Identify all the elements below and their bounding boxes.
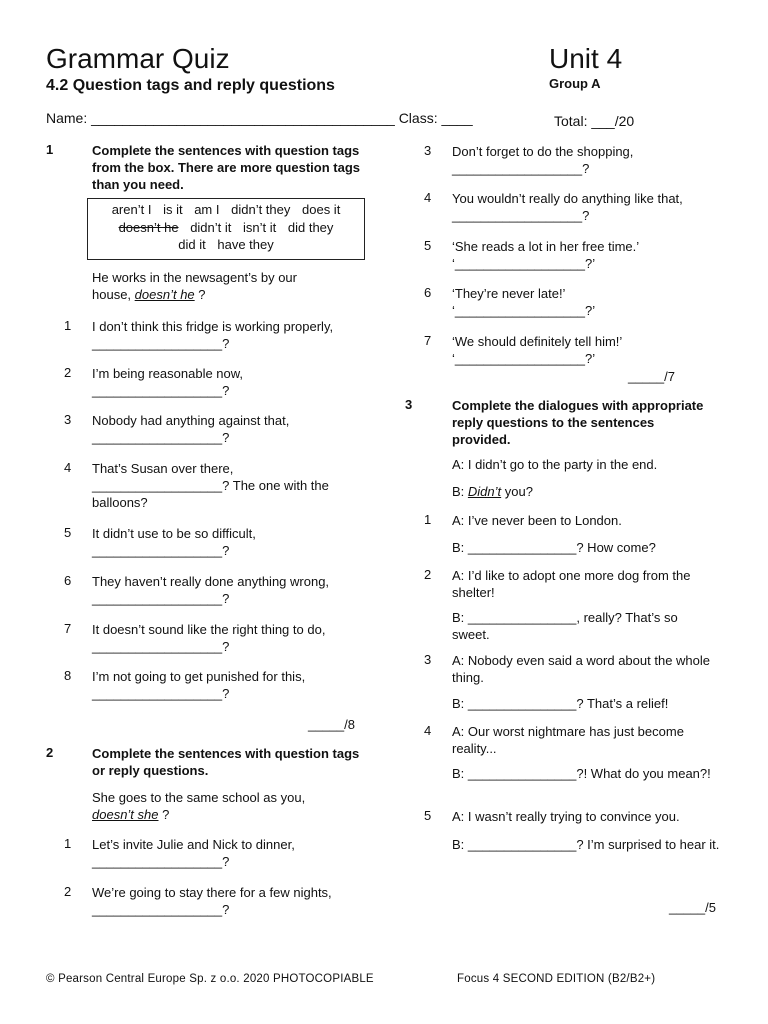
box-tag-struck: doesn’t he bbox=[118, 220, 179, 235]
example-text: She goes to the same school as you, bbox=[92, 790, 306, 805]
ex2-item-number: 5 bbox=[424, 238, 432, 253]
answer-blank[interactable]: __________________? bbox=[452, 161, 590, 176]
box-row-2 bbox=[88, 220, 364, 235]
ex1-example bbox=[92, 269, 332, 303]
item-text: Don’t forget to do the shopping, bbox=[452, 144, 634, 159]
ex2-item-number: 2 bbox=[64, 884, 72, 899]
example-end: ? bbox=[194, 287, 206, 302]
ex3-item-number: 5 bbox=[424, 808, 432, 823]
ex2-item bbox=[452, 238, 732, 272]
answer-blank[interactable]: __________________? bbox=[92, 543, 230, 558]
ex1-item-number: 2 bbox=[64, 365, 72, 380]
ex3-line-b[interactable]: B: _______________, really? That’s so sweet. bbox=[452, 610, 678, 642]
answer-blank[interactable]: __________________? bbox=[92, 336, 230, 351]
ex1-item-number: 5 bbox=[64, 525, 72, 540]
answer-blank[interactable]: __________________? bbox=[92, 591, 230, 606]
item-text: They haven’t really done anything wrong, bbox=[92, 574, 330, 589]
ex3-example-a: A: I didn’t go to the party in the end. bbox=[452, 457, 658, 472]
ex3-item-number: 4 bbox=[424, 723, 432, 738]
item-text: We’re going to stay there for a few nights, bbox=[92, 885, 332, 900]
ex1-item bbox=[92, 412, 367, 446]
ex1-item bbox=[92, 525, 367, 559]
ex2-item bbox=[452, 333, 732, 367]
total-score[interactable]: ___/20 bbox=[591, 113, 635, 129]
item-text: Nobody had anything against that, bbox=[92, 413, 290, 428]
ex2-instruction: Complete the sentences with question tags or reply questions. bbox=[92, 746, 360, 778]
box-tag: have they bbox=[217, 237, 274, 252]
answer-blank[interactable]: __________________? bbox=[92, 383, 230, 398]
ex3-line-b[interactable]: B: _______________? I’m surprised to hear it. bbox=[452, 837, 720, 852]
ex1-item bbox=[92, 460, 362, 511]
box-tag: did they bbox=[287, 220, 334, 235]
ex2-example bbox=[92, 789, 342, 823]
box-row-3 bbox=[88, 237, 364, 252]
ex1-number: 1 bbox=[46, 142, 54, 157]
item-text: That’s Susan over there, bbox=[92, 461, 234, 476]
ex1-instruction: Complete the sentences with question tags from the box. There are more question tags than you need. bbox=[92, 143, 360, 192]
ex3-line-b[interactable]: B: _______________?! What do you mean?! bbox=[452, 766, 711, 781]
answer-blank[interactable]: __________________? bbox=[92, 430, 230, 445]
ex2-item-number: 1 bbox=[64, 836, 72, 851]
box-tag: aren’t I bbox=[111, 202, 152, 217]
quiz-title: Grammar Quiz bbox=[46, 43, 230, 74]
box-tag: isn’t it bbox=[243, 220, 277, 235]
ex2-item-number: 6 bbox=[424, 285, 432, 300]
ex1-item-number: 8 bbox=[64, 668, 72, 683]
ex1-item-number: 4 bbox=[64, 460, 72, 475]
box-tag: am I bbox=[194, 202, 220, 217]
item-text: I’m not going to get punished for this, bbox=[92, 669, 306, 684]
ex3-example-b bbox=[452, 483, 732, 500]
ex3-instruction: Complete the dialogues with appropriate reply questions to the sentences provided. bbox=[452, 398, 704, 447]
footer-edition: Focus 4 SECOND EDITION (B2/B2+) bbox=[457, 973, 656, 985]
item-text: Let’s invite Julie and Nick to dinner, bbox=[92, 837, 295, 852]
item-text: ‘We should definitely tell him!’ bbox=[452, 334, 623, 349]
ex2-item-number: 4 bbox=[424, 190, 432, 205]
total-label: Total: bbox=[554, 113, 588, 129]
ex1-score[interactable]: _____/8 bbox=[308, 717, 355, 732]
footer-copyright: © Pearson Central Europe Sp. z o.o. 2020 PHOTOCOPIABLE bbox=[46, 973, 374, 985]
ex3-line-a: A: Nobody even said a word about the whole thing. bbox=[452, 653, 711, 685]
ex3-item-number: 3 bbox=[424, 652, 432, 667]
item-text: It didn’t use to be so difficult, bbox=[92, 526, 256, 541]
group-label: Group A bbox=[549, 76, 601, 91]
ex1-item bbox=[92, 318, 367, 352]
ex1-item-number: 6 bbox=[64, 573, 72, 588]
ex2-item-number: 7 bbox=[424, 333, 432, 348]
answer-blank[interactable]: __________________? bbox=[92, 639, 230, 654]
class-label: Class: bbox=[398, 110, 438, 126]
item-text: I don’t think this fridge is working properly, bbox=[92, 319, 334, 334]
box-tag: is it bbox=[163, 202, 183, 217]
example-text: B: bbox=[452, 484, 468, 499]
answer-blank[interactable]: ‘__________________?’ bbox=[452, 303, 596, 318]
example-answer: doesn’t she bbox=[92, 807, 159, 822]
quiz-subtitle: 4.2 Question tags and reply questions bbox=[46, 77, 335, 94]
answer-blank[interactable]: __________________? bbox=[92, 902, 230, 917]
ex3-line-a: A: I’ve never been to London. bbox=[452, 513, 622, 528]
ex2-item bbox=[92, 836, 367, 870]
ex3-score[interactable]: _____/5 bbox=[669, 900, 716, 915]
ex1-item bbox=[92, 573, 367, 607]
ex2-score[interactable]: _____/7 bbox=[628, 369, 675, 384]
item-text: You wouldn’t really do anything like that, bbox=[452, 191, 683, 206]
class-field[interactable]: ____ bbox=[441, 110, 473, 126]
example-text: He works in the newsagent’s by our house, bbox=[92, 270, 297, 302]
answer-blank[interactable]: ‘__________________?’ bbox=[452, 256, 596, 271]
ex3-line-b[interactable]: B: _______________? That’s a relief! bbox=[452, 696, 669, 711]
ex2-number: 2 bbox=[46, 745, 54, 760]
ex3-line-b[interactable]: B: _______________? How come? bbox=[452, 540, 656, 555]
item-text: I’m being reasonable now, bbox=[92, 366, 244, 381]
ex3-number: 3 bbox=[405, 397, 413, 412]
unit-label: Unit 4 bbox=[549, 43, 623, 74]
answer-blank[interactable]: __________________? The one with the balloons? bbox=[92, 478, 329, 510]
ex1-item bbox=[92, 621, 367, 655]
ex2-item bbox=[452, 285, 732, 319]
ex3-item-number: 1 bbox=[424, 512, 432, 527]
example-end: ? bbox=[158, 807, 170, 822]
box-tag: does it bbox=[302, 202, 341, 217]
item-text: It doesn’t sound like the right thing to do, bbox=[92, 622, 326, 637]
box-tag: didn’t it bbox=[190, 220, 232, 235]
item-text: ‘She reads a lot in her free time.’ bbox=[452, 239, 640, 254]
answer-blank[interactable]: ‘__________________?’ bbox=[452, 351, 596, 366]
ex3-line-a: A: I’d like to adopt one more dog from the shelter! bbox=[452, 568, 691, 600]
ex3-item-number: 2 bbox=[424, 567, 432, 582]
name-row bbox=[46, 110, 473, 126]
answer-blank[interactable]: __________________? bbox=[92, 854, 230, 869]
total-row bbox=[554, 113, 634, 129]
example-answer: doesn’t he bbox=[134, 287, 195, 302]
ex2-item bbox=[452, 190, 732, 224]
ex1-item bbox=[92, 668, 367, 702]
answer-blank[interactable]: __________________? bbox=[92, 686, 230, 701]
ex1-item-number: 7 bbox=[64, 621, 72, 636]
ex1-item-number: 3 bbox=[64, 412, 72, 427]
ex1-item-number: 1 bbox=[64, 318, 72, 333]
ex3-line-a: A: Our worst nightmare has just become reality... bbox=[452, 724, 684, 756]
answer-blank[interactable]: __________________? bbox=[452, 208, 590, 223]
ex2-item bbox=[92, 884, 372, 918]
ex2-item bbox=[452, 143, 732, 177]
question-tag-box bbox=[87, 198, 365, 260]
box-tag: did it bbox=[178, 237, 206, 252]
ex3-line-a: A: I wasn’t really trying to convince you. bbox=[452, 809, 680, 824]
example-answer: Didn’t bbox=[467, 484, 502, 499]
name-field[interactable]: _______________________________________ bbox=[91, 110, 395, 126]
example-end: you? bbox=[501, 484, 533, 499]
name-label: Name: bbox=[46, 110, 88, 126]
ex2-item-number: 3 bbox=[424, 143, 432, 158]
box-row-1 bbox=[88, 202, 364, 217]
item-text: ‘They’re never late!’ bbox=[452, 286, 566, 301]
ex1-item bbox=[92, 365, 367, 399]
box-tag: didn’t they bbox=[231, 202, 291, 217]
